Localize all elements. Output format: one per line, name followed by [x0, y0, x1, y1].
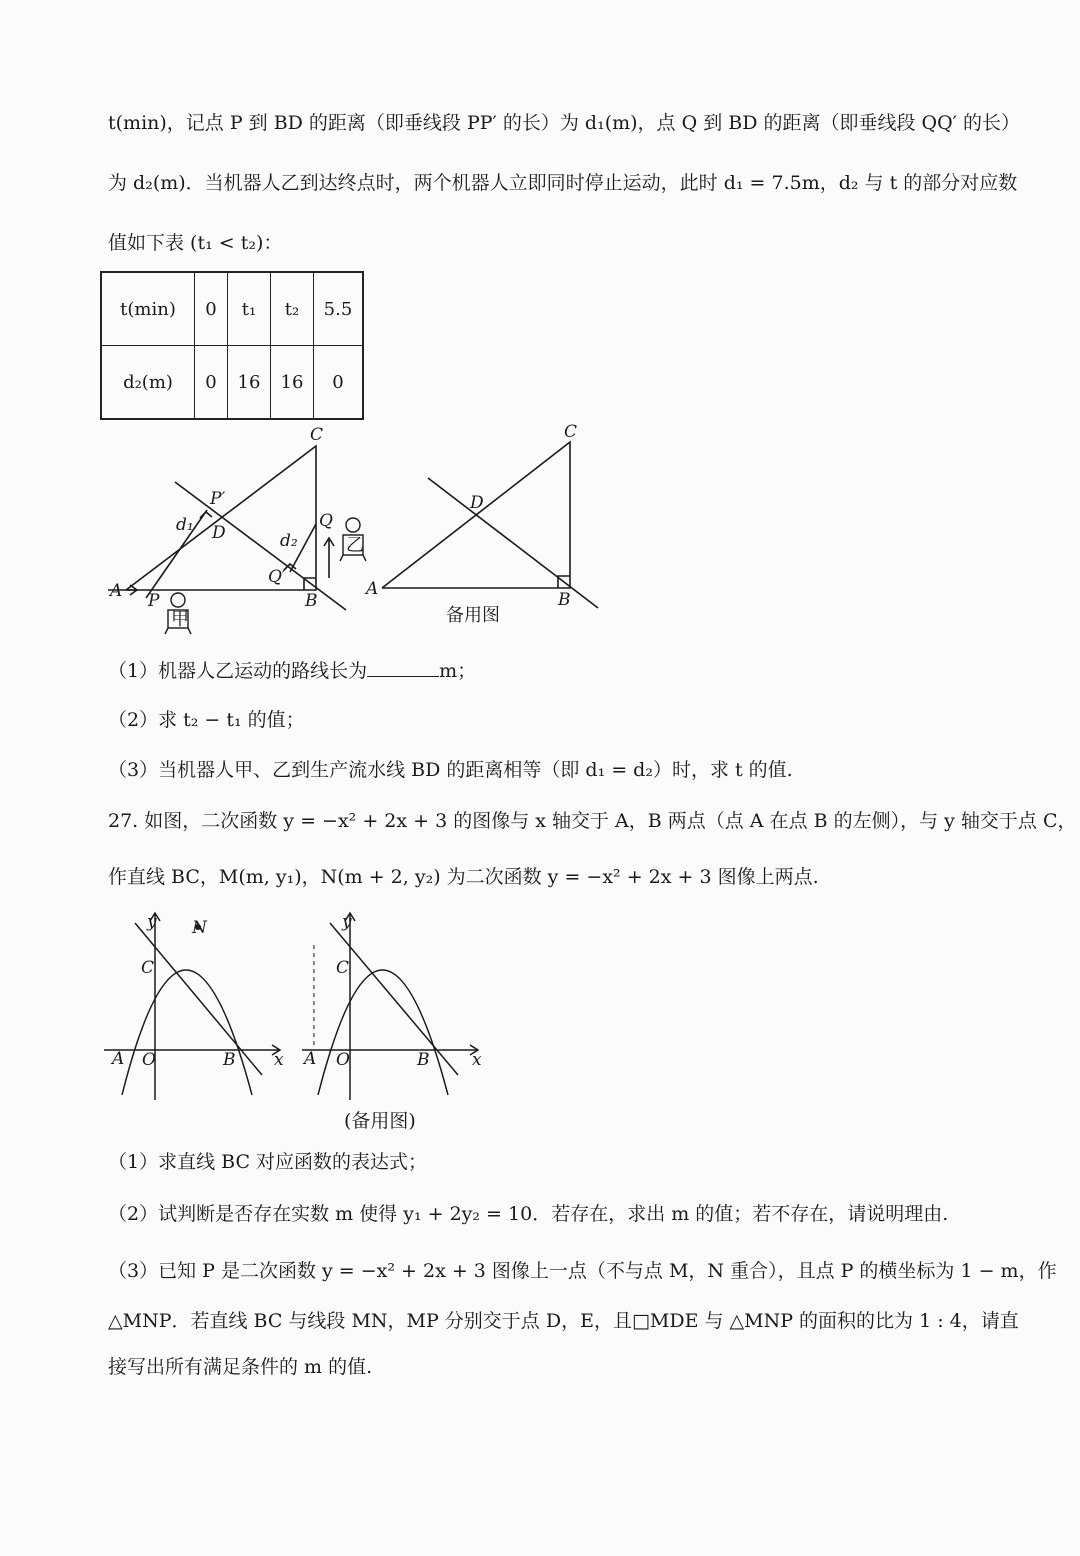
robot-yi-label: 乙	[346, 535, 364, 556]
label-d: D	[212, 523, 226, 543]
question26-1-unit: m；	[439, 660, 477, 682]
caption-backup-graph: (备用图)	[344, 1110, 416, 1132]
table-cell: t₂	[271, 272, 314, 346]
question27-3-line1: （3）已知 P 是二次函数 y = −x² + 2x + 3 图像上一点（不与点 M，N 重合），且点 P 的横坐标为 1 − m，作	[108, 1260, 1057, 1282]
question27-1: （1）求直线 BC 对应函数的表达式；	[108, 1151, 428, 1173]
parabola-curve-backup	[318, 970, 448, 1095]
figure-triangle-main	[100, 420, 364, 650]
question27-3-line2: △MNP．若直线 BC 与线段 MN，MP 分别交于点 D，E，且□MDE 与 △MNP 的面积的比为 1 : 4，请直	[108, 1310, 1019, 1332]
answer-blank	[367, 658, 439, 677]
triangle-abc	[126, 446, 316, 590]
label-y-backup: y	[342, 912, 352, 932]
label-c-backup: C	[564, 422, 578, 442]
label-q: Q	[319, 511, 333, 531]
question27-3-line3: 接写出所有满足条件的 m 的值.	[108, 1356, 373, 1378]
problem26-text-line1: t(min)，记点 P 到 BD 的距离（即垂线段 PP′ 的长）为 d₁(m)，点 Q 到 BD 的距离（即垂线段 QQ′ 的长）	[108, 112, 1021, 134]
table-cell: 16	[271, 346, 314, 420]
label-p: P	[148, 591, 160, 611]
figure-triangle-backup	[360, 420, 610, 630]
label-c: C	[310, 425, 324, 445]
parabola-curve	[122, 970, 252, 1095]
label-d2: d₂	[280, 531, 298, 551]
question27-2: （2）试判断是否存在实数 m 使得 y₁ + 2y₂ = 10．若存在，求出 m 的值；若不存在，请说明理由.	[108, 1203, 949, 1225]
label-c-graph-backup: C	[336, 958, 350, 978]
figure-parabola-backup	[298, 905, 488, 1105]
figure-parabola-main	[100, 905, 290, 1105]
label-p-prime: P′	[210, 489, 226, 509]
value-table	[100, 271, 364, 420]
table-cell: t(min)	[101, 272, 195, 346]
label-q-prime: Q′	[268, 567, 286, 587]
problem26-text-line3: 值如下表 (t₁ < t₂)：	[108, 232, 283, 254]
caption-backup-figure: 备用图	[446, 605, 500, 626]
label-d1: d₁	[176, 515, 194, 535]
problem27-text-line2: 作直线 BC，M(m, y₁)，N(m + 2, y₂) 为二次函数 y = −x² + 2x + 3 图像上两点.	[108, 866, 819, 888]
table-cell: d₂(m)	[101, 346, 195, 420]
label-b-backup: B	[558, 590, 571, 610]
table-cell: 0	[195, 346, 228, 420]
problem26-text-line2: 为 d₂(m)．当机器人乙到达终点时，两个机器人立即同时停止运动，此时 d₁ = 7.5m，d₂ 与 t 的部分对应数	[108, 172, 1018, 194]
question26-1-text: （1）机器人乙运动的路线长为	[108, 660, 368, 682]
table-cell: t₁	[228, 272, 271, 346]
label-x-backup: x	[472, 1050, 482, 1070]
label-d-backup: D	[470, 493, 484, 513]
table-row	[101, 272, 363, 346]
label-a-graph: A	[112, 1049, 125, 1069]
label-x: x	[274, 1050, 284, 1070]
label-o: O	[142, 1050, 156, 1070]
label-b-graph-backup: B	[417, 1050, 430, 1070]
label-o-backup: O	[336, 1050, 350, 1070]
question26-2: （2）求 t₂ − t₁ 的值；	[108, 709, 305, 731]
label-a-graph-backup: A	[304, 1049, 317, 1069]
label-b: B	[305, 591, 318, 611]
table-cell: 0	[314, 346, 364, 420]
label-b-graph: B	[223, 1050, 236, 1070]
robot-jia-label: 甲	[171, 609, 189, 630]
right-angle-pprime	[200, 512, 212, 518]
label-a-backup: A	[366, 579, 379, 599]
problem27-text-line1: 27. 如图，二次函数 y = −x² + 2x + 3 的图像与 x 轴交于 A，B 两点（点 A 在点 B 的左侧），与 y 轴交于点 C，	[108, 810, 1077, 832]
question26-3: （3）当机器人甲、乙到生产流水线 BD 的距离相等（即 d₁ = d₂）时，求 t 的值.	[108, 759, 793, 781]
label-y: y	[147, 912, 157, 932]
label-a: A	[110, 581, 123, 601]
table-cell: 0	[195, 272, 228, 346]
table-row	[101, 346, 363, 420]
label-n: N	[192, 918, 207, 938]
label-c-graph: C	[141, 958, 155, 978]
question26-1	[108, 656, 476, 683]
table-cell: 5.5	[314, 272, 364, 346]
table-cell: 16	[228, 346, 271, 420]
